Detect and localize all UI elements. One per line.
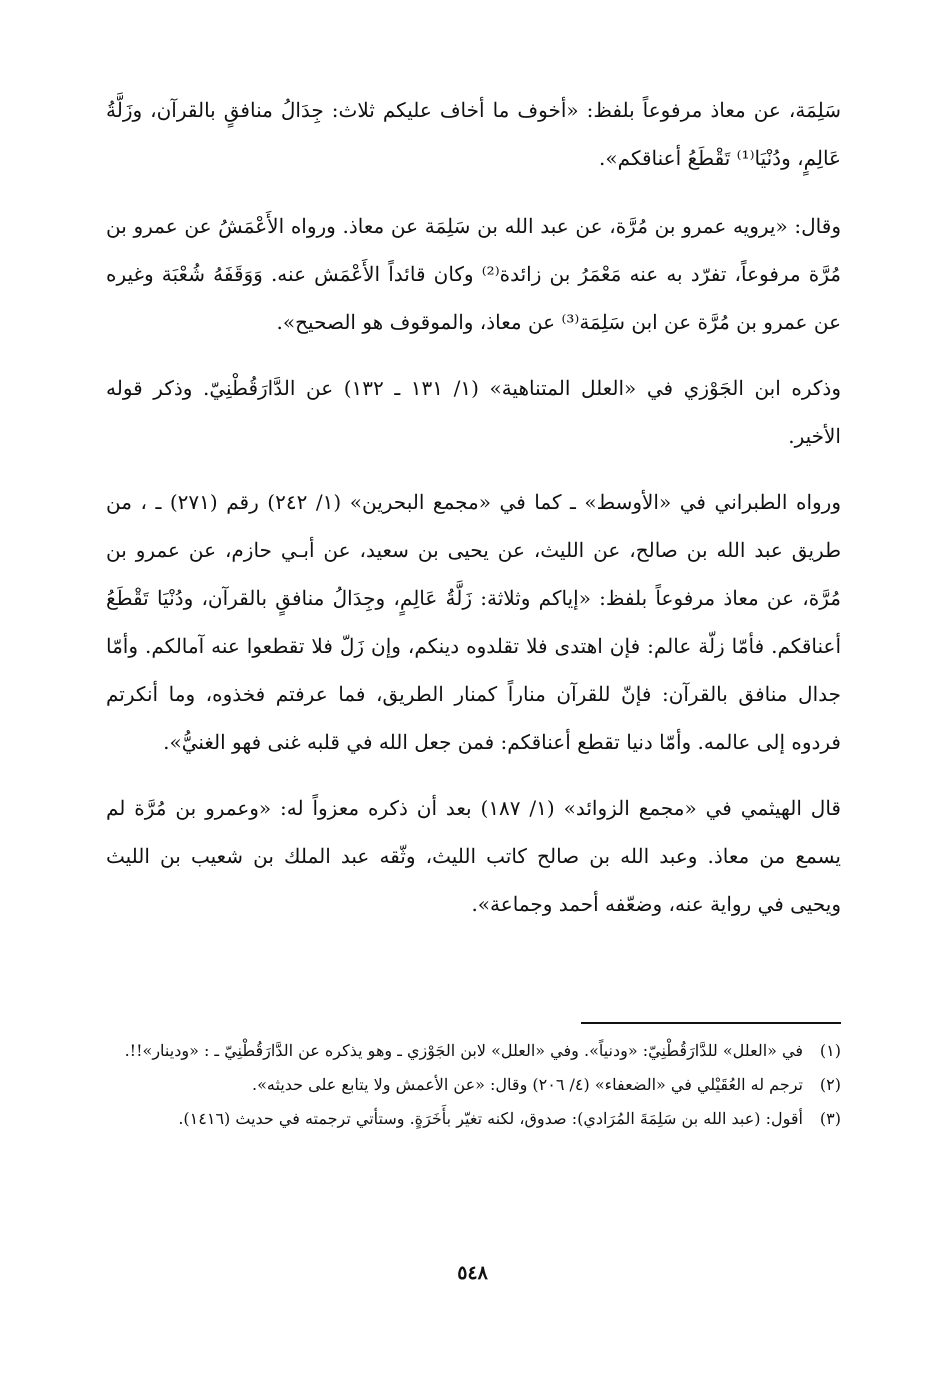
footnote-3	[106, 1102, 841, 1136]
footnote-text: ترجم له العُقَيْلي في «الضعفاء» (٤/ ٢٠٦) وقال: «عن الأعمش ولا يتابع على حديثه».	[252, 1075, 803, 1094]
footnote-separator	[581, 1022, 841, 1024]
footnotes	[106, 1034, 841, 1136]
footnote-number: (١)	[819, 1041, 841, 1060]
footnote-2	[106, 1068, 841, 1102]
footnote-1	[106, 1034, 841, 1068]
footnote-number: (٣)	[819, 1109, 841, 1128]
paragraph-3: وذكره ابن الجَوْزي في «العلل المتناهية» (١/ ١٣١ ـ ١٣٢) عن الدَّارَقُطْنِيّ. وذكر قوله الأخير.	[106, 376, 841, 448]
paragraph-4: ورواه الطبراني في «الأوسط» ـ كما في «مجمع البحرين» (١/ ٢٤٢) رقم (٢٧١) ـ ، من طريق عبد الله بن صالح، عن الليث، عن يحيى بن سعيد، عن أبـي حازم، عن عمرو بن مُرَّة، عن معاذ مرفوعاً بلفظ: «إياكم وثلاثة: زَلَّةُ عَالِمٍ، وجِدَالُ منافقٍ بالقرآن، ودُنْيَا تَقْطَعُ أعناقكم. فأمّا زلّة عالم: فإن اهتدى فلا تقلدوه دينكم، وإن زَلّ فلا تقطعوا عنه آمالكم. وأمّا جدال منافق بالقرآن: فإنّ للقرآن مناراً كمنار الطريق، فما عرفتم فخذوه، وما أنكرتم فردوه إلى عالمه. وأمّا دنيا تقطع أعناقكم: فمن جعل الله في قلبه غنى فهو الغنيُّ».	[106, 490, 841, 754]
paragraph-1: سَلِمَة، عن معاذ مرفوعاً بلفظ: «أخوف ما أخاف عليكم ثلاث: جِدَالُ منافقٍ بالقرآن، وزَلَّةُ عَالِمٍ، ودُنْيَا⁽¹⁾ تَقْطَعُ أعناقكم».	[106, 98, 841, 170]
footnote-text: أقول: (عبد الله بن سَلِمَةَ المُرَادي): صدوق، لكنه تغيّر بأَخَرَةٍ. وستأتي ترجمته في حديث (١٤١٦).	[178, 1109, 803, 1128]
main-text	[106, 86, 841, 946]
paragraph-5: قال الهيثمي في «مجمع الزوائد» (١/ ١٨٧) بعد أن ذكره معزواً له: «وعمرو بن مُرَّة لم يسمع من معاذ. وعبد الله بن صالح كاتب الليث، وثّقه عبد الملك بن شعيب بن الليث ويحيى في رواية عنه، وضعّفه أحمد وجماعة».	[106, 796, 841, 916]
footnote-text: في «العلل» للدَّارَقُطْنِيّ: «ودنياً». وفي «العلل» لابن الجَوْزي ـ وهو يذكره عن الدَّارَقُطْنِيّ ـ : «ودينار»!!.	[124, 1041, 803, 1060]
page-number: ٥٤٨	[457, 1262, 488, 1284]
footnote-number: (٢)	[819, 1075, 841, 1094]
paragraph-2: وقال: «يرويه عمرو بن مُرَّة، عن عبد الله بن سَلِمَة عن معاذ. ورواه الأَعْمَشُ عن عمرو بن مُرَّة مرفوعاً، تفرّد به عنه مَعْمَرُ بن زائدة⁽²⁾ وكان قائداً الأَعْمَش عنه. وَوَقَفَهُ شُعْبَة وغيره عن عمرو بن مُرَّة عن ابن سَلِمَة⁽³⁾ عن معاذ، والموقوف هو الصحيح».	[106, 214, 842, 334]
